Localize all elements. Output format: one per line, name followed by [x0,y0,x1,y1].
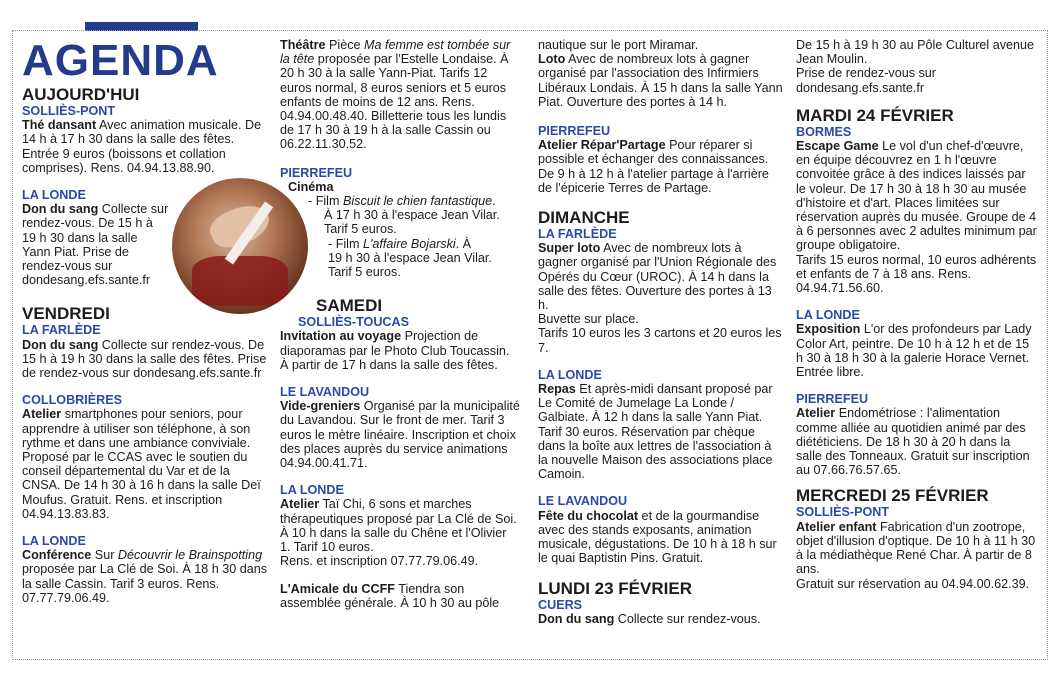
event-entry: Repas Et après-midi dansant proposé par Le Comité de Jumelage La Londe / Galbiate. À 12 h dans la salle Yann Piat. Tarif 30 euros. Réservation par chèque dans la boîte aux lettres de l'association à la nouvelle Maison des associations place Camoin. [538,382,773,482]
event-title: Thé dansant [22,118,97,133]
town-label: PIERREFEU [280,165,353,180]
event-title: Théâtre [280,38,326,52]
town-label: LA FARLÈDE [538,227,617,242]
event-entry: Atelier smartphones pour seniors, pour apprendre à utiliser son téléphone, à son rythme et dans une ambiance conviviale. Proposé par le CCAS avec le soutien du conseil départemental du Var et de la CNSA. De 14 h 30 à 16 h dans la salle Deï Moufus. Gratuit. Rens. et inscription 04.94.13.83.83. [22,407,261,521]
column-4 [796,38,1038,591]
town-label: LE LAVANDOU [538,494,628,509]
event-title: Invitation au voyage [280,329,402,344]
event-title: Atelier [22,407,62,422]
event-entry: Atelier Répar'Partage Pour réparer si possible et échanger des connaissances. De 9 h à 12 h à l'atelier partage à l'arrière de l'épicerie Terres de Partage. [538,138,769,195]
event-title: Fête du chocolat [538,508,639,523]
event-entry: Atelier enfant Fabrication d'un zootrope, objet d'illusion d'optique. De 10 h à 11 h 30 à la médiathèque René Char. À partir de 8 ans. Gratuit sur réservation au 04.94.00.62.39. [796,519,1036,591]
event-entry: Théâtre Pièce Ma femme est tombée sur la tête proposée par l'Estelle Londaise. À 20 h 30 à la salle Yann-Piat. Tarifs 12 euros normal, 8 euros seniors et 5 euros enfants de moins de 12 ans. Rens. 04.94.00.48.40. Billetterie tous les lundis de 17 h 30 à 19 h à la salle Cassin ou 06.22.11.30.52. [280,38,511,152]
day-heading: MERCREDI 25 FÉVRIER [796,486,989,506]
day-heading: VENDREDI [22,304,110,324]
event-entry: Atelier Taï Chi, 6 sons et marches thérapeutiques proposé par La Clé de Soi. À 10 h dans la salle du Chêne et l'Olivier 1. Tarif 10 euros. Rens. et inscription 07.77.79.06.49. [280,497,517,569]
event-title: L'Amicale du CCFF [280,581,395,596]
photo-shape [192,256,288,306]
event-text: De 15 h à 19 h 30 au Pôle Culturel avenue Jean Moulin. [796,38,1035,67]
event-title: Don du sang [538,611,615,626]
event-title: Atelier [796,406,836,421]
event-title: Loto [538,52,566,67]
event-title: Repas [538,382,576,397]
event-title: Escape Game [796,139,879,154]
event-entry: Cinéma - Film Biscuit le chien fantastique. À 17 h 30 à l'espace Jean Vilar. Tarif 5 euros. - Film L'affaire Bojarski. À 19 h 30 à l'espace Jean Vilar. Tarif 5 euros. [288,179,500,280]
column-1 [22,38,270,605]
town-label: PIERREFEU [538,124,611,139]
event-text: nautique sur le port Miramar. [538,38,699,52]
day-heading: SAMEDI [316,296,383,316]
town-label: COLLOBRIÈRES [22,393,123,408]
event-title: Don du sang [22,202,99,217]
event-entry: Conférence Sur Découvrir le Brainspotting proposée par La Clé de Soi. À 18 h 30 dans la salle Cassin. Tarif 3 euros. Rens. 07.77.79.06.49. [22,548,268,605]
event-entry: Vide-greniers Organisé par la municipalité du Lavandou. Sur le front de mer. Tarif 3 euros le mètre linéaire. Inscription et choix des places auprès du service animations 04.94.00.41.71. [280,399,520,471]
town-label: CUERS [538,597,583,612]
town-label: LA LONDE [22,188,86,203]
day-heading: AUJOURD'HUI [22,85,140,104]
column-2 [280,38,520,610]
event-title: Vide-greniers [280,399,361,414]
event-entry: Exposition L'or des profondeurs par Lady Color Art, peintre. De 10 h à 12 h et de 15 h 30 à 18 h 30 à la galerie Horace Vernet. Entrée libre. [796,322,1032,380]
event-title: Super loto [538,241,601,256]
day-heading: MARDI 24 FÉVRIER [796,105,954,125]
town-label: LA LONDE [22,534,86,549]
event-entry: L'Amicale du CCFF Tiendra son assemblée générale. À 10 h 30 au pôle [280,581,500,610]
town-label: LA LONDE [796,308,860,323]
event-title: Exposition [796,322,861,337]
town-label: SOLLIÈS-PONT [796,505,890,520]
event-title: Conférence [22,548,92,563]
event-title: Don du sang [22,337,99,352]
event-title: Cinéma [288,179,334,194]
event-entry: Escape Game Le vol d'un chef-d'œuvre, en équipe découvrez en 1 h l'œuvre convoitée grâce à des indices laissés par le voleur. De 17 h 30 à 18 h 30 au musée d'histoire et d'art. Places limitées sur réservation auprès du musée. Groupe de 4 à 6 personnes avec 2 adultes minimum par groupe obligatoire. Tarifs 15 euros normal, 10 euros adhérents et enfants de 7 à 18 ans. Rens. 04.94.71.56.60. [796,139,1037,296]
column-3 [538,38,783,626]
event-text: Prise de rendez-vous sur dondesang.efs.sante.fr [796,66,936,95]
town-label: SOLLIÈS-TOUCAS [298,315,410,330]
event-title: Atelier Répar'Partage [538,138,666,153]
day-heading: DIMANCHE [538,208,630,228]
event-title: Atelier enfant [796,519,877,534]
page-title: AGENDA [22,36,219,85]
event-entry: Atelier Endométriose : l'alimentation comme alliée au quotidien animé par des diététiciens. De 18 h 30 à 20 h dans la salle des Tonneaux. Gratuit sur inscription au 07.66.76.57.65. [796,406,1030,478]
town-label: SOLLIÈS-PONT [22,104,116,118]
town-label: BORMES [796,124,852,139]
town-label: LA FARLÈDE [22,323,101,338]
town-label: LA LONDE [280,483,344,498]
event-entry: Loto Avec de nombreux lots à gagner organisé par l'association des Infirmiers Libéraux Londais. À 15 h dans la salle Yann Piat. Ouverture des portes à 14 h. [538,52,783,109]
event-entry: Fête du chocolat et de la gourmandise avec des stands exposants, animation musicale, dégustations. De 10 h à 18 h sur le quai Baptistin Pins. Gratuit. [538,508,777,566]
event-entry: Invitation au voyage Projection de diaporamas par le Photo Club Toucassin. À partir de 17 h dans la salle des fêtes. [280,329,510,372]
event-entry: Don du sang Collecte sur rendez-vous. [538,611,761,626]
event-entry: Thé dansant Avec animation musicale. De 14 h à 17 h 30 dans la salle des fêtes. Entrée 9 euros (boissons et collation comprises). Rens. 04.94.13.88.90. [22,118,262,175]
event-entry: Don du sang Collecte sur rendez-vous. De 15 h à 19 h 30 dans la salle Yann Piat. Prise de rendez-vous sur dondesang.efs.sante.fr [22,202,169,288]
town-label: LA LONDE [538,367,602,382]
town-label: PIERREFEU [796,392,869,407]
event-entry: Don du sang Collecte sur rendez-vous. De 15 h à 19 h 30 dans la salle des fêtes. Prise de rendez-vous sur dondesang.efs.sante.fr [22,337,267,381]
day-heading: LUNDI 23 FÉVRIER [538,578,692,598]
event-title: Atelier [280,497,320,512]
town-label: LE LAVANDOU [280,385,370,400]
event-entry: Super loto Avec de nombreux lots à gagner organisé par l'Union Régionale des Opérés du Cœur (UROC). À 14 h dans la salle des fêtes. Ouverture des portes à 13 h. Buvette sur place. Tarifs 10 euros les 3 cartons et 20 euros les 7. [538,241,782,355]
